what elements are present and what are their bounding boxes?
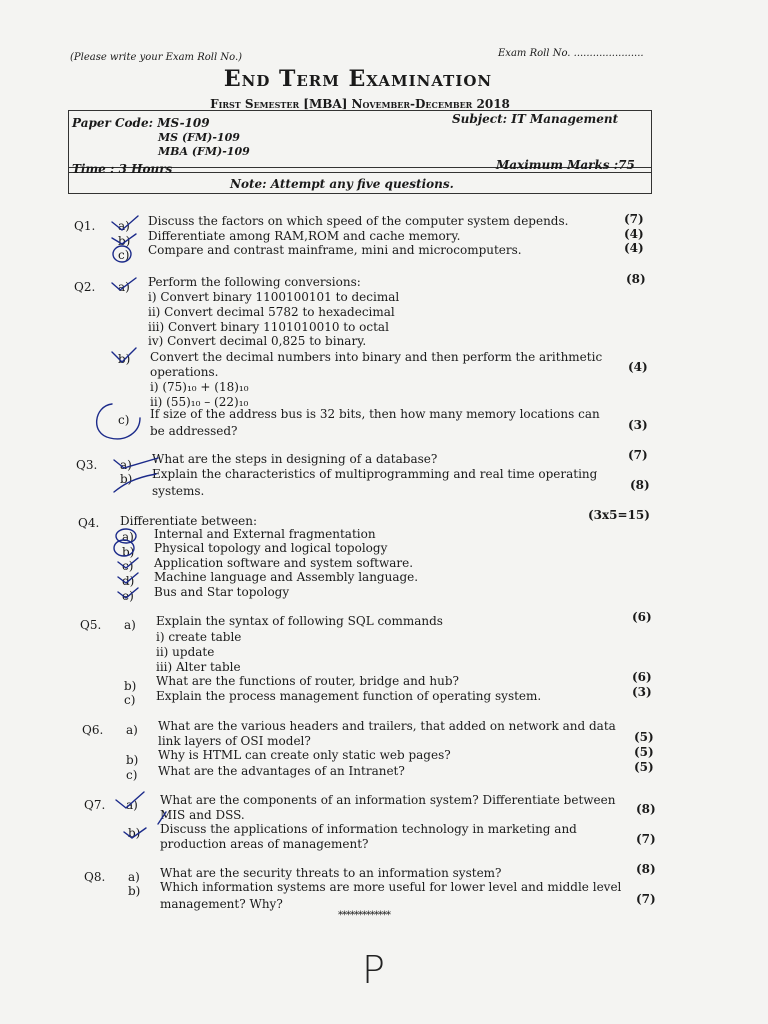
q4-b-text: Physical topology and logical topology xyxy=(154,541,388,555)
q7-b-text-2: production areas of management? xyxy=(160,837,369,851)
q5-a-i: i) create table xyxy=(156,630,242,644)
q6-b-text: Why is HTML can create only static web pages? xyxy=(158,748,451,762)
q3-a-mark: (7) xyxy=(628,448,648,462)
q7-a-text-1: What are the components of an information system? Differentiate between xyxy=(160,793,616,807)
q7-a-label: a) xyxy=(126,798,138,812)
q1-c-text: Compare and contrast mainframe, mini and microcomputers. xyxy=(148,243,522,257)
q4-e-tick-mark xyxy=(118,588,138,598)
paper-code-3: MBA (FM)-109 xyxy=(158,145,250,158)
semester-line: First Semester [MBA] November-December 2018 xyxy=(210,97,510,111)
q6-a-label: a) xyxy=(126,723,138,737)
q1-c-circle-mark xyxy=(113,246,131,262)
paper-code-2: MS (FM)-109 xyxy=(158,131,240,144)
q6-a-text-1: What are the various headers and trailers, that added on network and data xyxy=(158,719,616,733)
exam-title: End Term Examination xyxy=(223,66,493,92)
q1-a-mark: (7) xyxy=(624,212,644,226)
q5-c-label: c) xyxy=(124,693,136,707)
q2-a-label: a) xyxy=(118,280,130,294)
q2-a-iv: iv) Convert decimal 0,825 to binary. xyxy=(148,334,367,348)
q3-a-tick-mark xyxy=(114,458,158,468)
q2-c-text-1: If size of the address bus is 32 bits, then how many memory locations can xyxy=(150,407,600,421)
q4-c-label: c) xyxy=(122,559,134,573)
q7-b-mark: (7) xyxy=(636,832,656,846)
instruction-note: Note: Attempt any five questions. xyxy=(230,177,454,191)
q4-c-tick-mark xyxy=(118,558,138,568)
paper-code-1: Paper Code: MS-109 xyxy=(72,116,210,130)
q5-a-label: a) xyxy=(124,618,136,632)
q4-a-text: Internal and External fragmentation xyxy=(154,527,376,541)
q7-a-pen-stroke xyxy=(158,812,166,824)
q6-c-mark: (5) xyxy=(634,760,654,774)
q8-b-text-2: management? Why? xyxy=(160,897,283,911)
q2-b-i: i) (75)₁₀ + (18)₁₀ xyxy=(150,380,249,394)
question-1-number: Q1. xyxy=(74,219,96,233)
q1-a-text: Discuss the factors on which speed of the computer system depends. xyxy=(148,214,569,228)
q2-b-text-2: operations. xyxy=(150,365,219,379)
q2-c-label: c) xyxy=(118,413,130,427)
q4-intro: Differentiate between: xyxy=(120,514,258,528)
q3-b-tick-mark xyxy=(114,474,156,492)
q4-mark: (3x5=15) xyxy=(588,508,650,522)
q5-b-label: b) xyxy=(124,679,137,693)
q2-b-text-1: Convert the decimal numbers into binary and then perform the arithmetic xyxy=(150,350,603,364)
q2-b-mark: (4) xyxy=(628,360,648,374)
question-7-number: Q7. xyxy=(84,798,106,812)
q2-b-ii: ii) (55)₁₀ – (22)₁₀ xyxy=(150,395,249,409)
q3-b-text-1: Explain the characteristics of multiprogramming and real time operating xyxy=(152,467,598,481)
q2-c-mark: (3) xyxy=(628,418,648,432)
q1-a-tick-mark xyxy=(112,216,138,230)
q3-b-mark: (8) xyxy=(630,478,650,492)
q2-a-ii: ii) Convert decimal 5782 to hexadecimal xyxy=(148,305,395,319)
q6-c-text: What are the advantages of an Intranet? xyxy=(158,764,405,778)
q8-a-text: What are the security threats to an information system? xyxy=(160,866,502,880)
q4-d-tick-mark xyxy=(118,573,138,583)
handwritten-p: P xyxy=(362,948,385,992)
question-4-number: Q4. xyxy=(78,516,100,530)
q3-b-label: b) xyxy=(120,472,133,486)
q1-b-text: Differentiate among RAM,ROM and cache memory. xyxy=(148,229,461,243)
q8-a-label: a) xyxy=(128,870,140,884)
q7-a-text-2: MIS and DSS. xyxy=(160,808,245,822)
q5-a-mark: (6) xyxy=(632,610,652,624)
question-5-number: Q5. xyxy=(80,618,102,632)
q1-c-label: c) xyxy=(118,248,130,262)
q4-d-text: Machine language and Assembly language. xyxy=(154,570,419,584)
q5-a-ii: ii) update xyxy=(156,645,215,659)
end-stars: ************* xyxy=(338,910,390,921)
q1-a-label: a) xyxy=(118,219,130,233)
q5-b-mark: (6) xyxy=(632,670,652,684)
q3-a-label: a) xyxy=(120,458,132,472)
q3-a-text: What are the steps in designing of a database? xyxy=(152,452,438,466)
q5-c-mark: (3) xyxy=(632,685,652,699)
q5-a-text: Explain the syntax of following SQL commands xyxy=(156,614,443,628)
q2-a-i: i) Convert binary 1100100101 to decimal xyxy=(148,290,400,304)
subject: Subject: IT Management xyxy=(452,112,619,126)
q1-b-tick-mark xyxy=(112,234,136,244)
q2-a-iii: iii) Convert binary 1101010010 to octal xyxy=(148,320,389,334)
q2-a-mark: (8) xyxy=(626,272,646,286)
q6-a-mark: (5) xyxy=(634,730,654,744)
q2-a-tick-mark xyxy=(112,278,136,290)
q1-c-mark: (4) xyxy=(624,241,644,255)
q4-b-label: b) xyxy=(122,545,135,559)
q8-b-mark: (7) xyxy=(636,892,656,906)
q5-c-text: Explain the process management function of operating system. xyxy=(156,689,542,703)
question-6-number: Q6. xyxy=(82,723,104,737)
time-allowed: Time : 3 Hours xyxy=(72,162,173,176)
q8-b-text-1: Which information systems are more useful for lower level and middle level xyxy=(160,880,622,894)
q3-b-text-2: systems. xyxy=(152,484,205,498)
q7-b-text-1: Discuss the applications of information technology in marketing and xyxy=(160,822,577,836)
q6-b-label: b) xyxy=(126,753,139,767)
roll-number-hint: (Please write your Exam Roll No.) xyxy=(70,52,243,63)
q7-a-mark: (8) xyxy=(636,802,656,816)
q4-c-text: Application software and system software. xyxy=(154,556,414,570)
roll-number-field: Exam Roll No. ...................... xyxy=(498,48,644,59)
q4-d-label: d) xyxy=(122,574,135,588)
q7-a-tick-mark xyxy=(116,792,144,808)
q4-e-label: e) xyxy=(122,589,134,603)
q1-b-mark: (4) xyxy=(624,227,644,241)
q5-b-text: What are the functions of router, bridge and hub? xyxy=(156,674,459,688)
q4-a-label: a) xyxy=(122,530,134,544)
q7-b-label: b) xyxy=(128,826,141,840)
q2-a-text: Perform the following conversions: xyxy=(148,275,361,289)
q5-a-iii: iii) Alter table xyxy=(156,660,241,674)
q8-b-label: b) xyxy=(128,884,141,898)
q8-a-mark: (8) xyxy=(636,862,656,876)
q2-c-circle-mark xyxy=(97,404,140,439)
q7-b-tick-mark xyxy=(124,828,146,838)
q6-c-label: c) xyxy=(126,768,138,782)
q4-e-text: Bus and Star topology xyxy=(154,585,290,599)
q6-b-mark: (5) xyxy=(634,745,654,759)
question-8-number: Q8. xyxy=(84,870,106,884)
q2-b-tick-mark xyxy=(112,348,136,362)
question-3-number: Q3. xyxy=(76,458,98,472)
maximum-marks: Maximum Marks :75 xyxy=(496,158,635,172)
q1-b-label: b) xyxy=(118,234,131,248)
question-2-number: Q2. xyxy=(74,280,96,294)
q6-a-text-2: link layers of OSI model? xyxy=(158,734,311,748)
q2-c-text-2: be addressed? xyxy=(150,424,238,438)
q2-b-label: b) xyxy=(118,352,131,366)
